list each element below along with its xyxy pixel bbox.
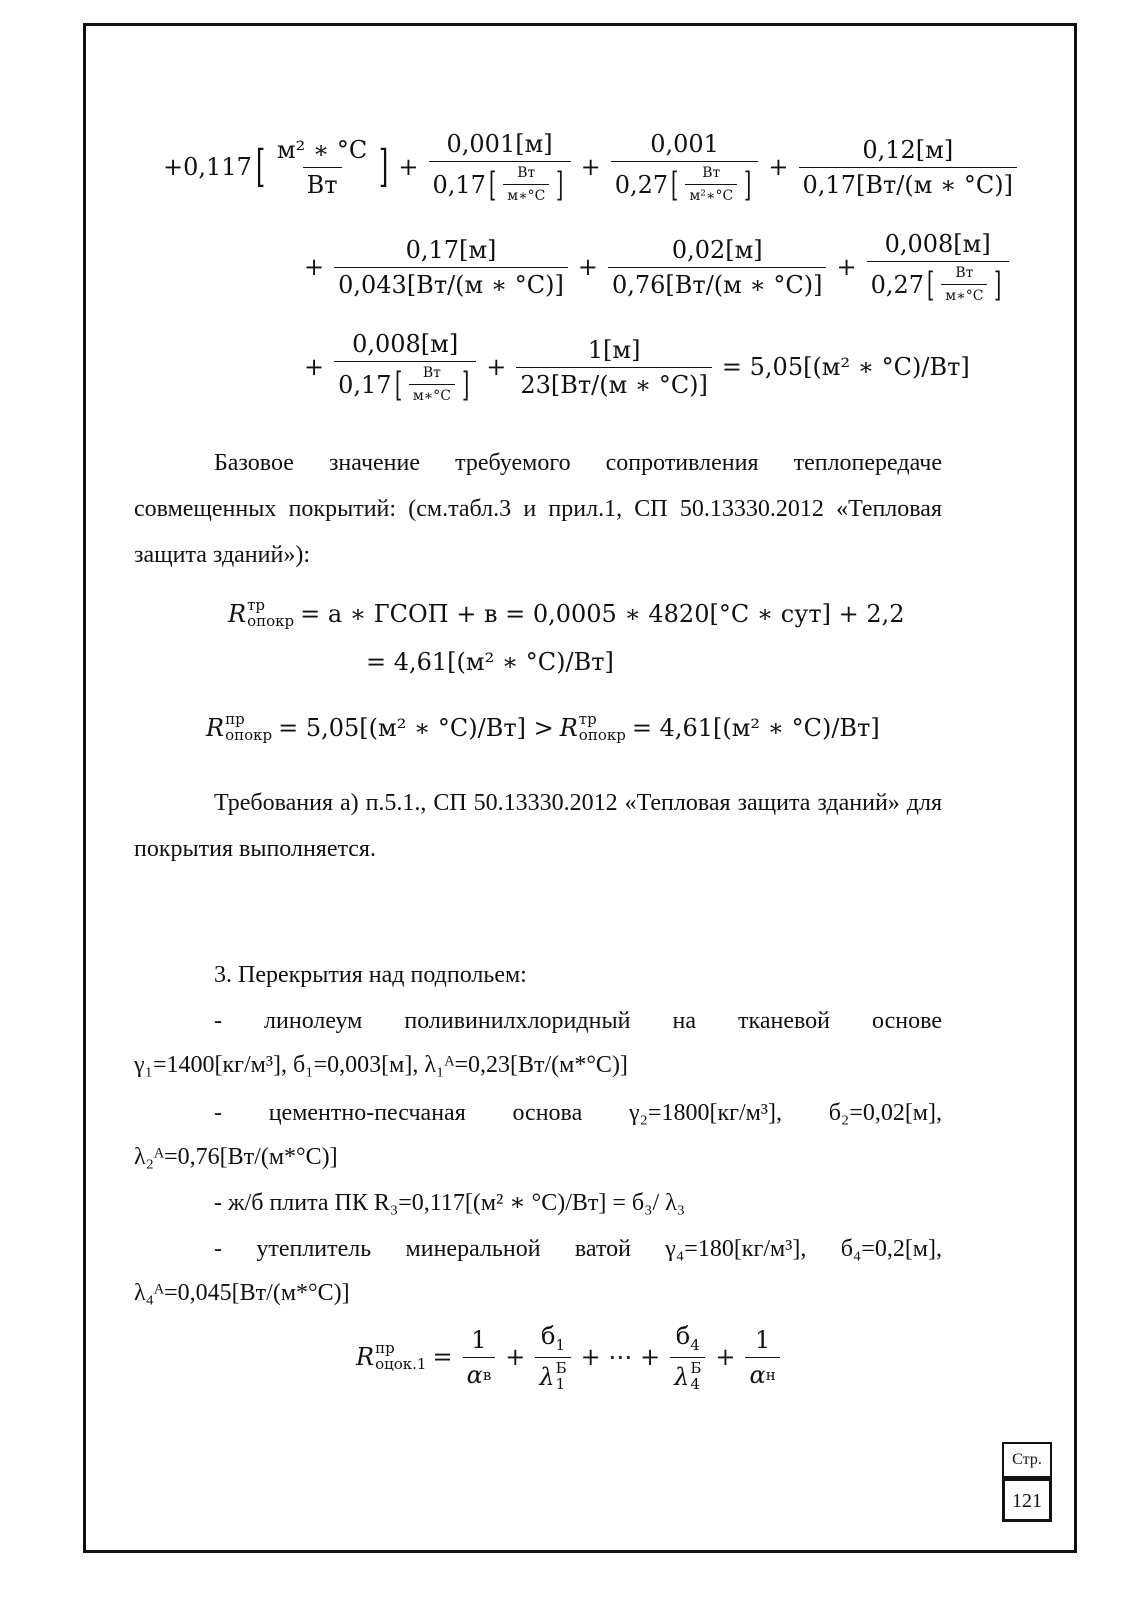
page-number: 121 [1002,1478,1052,1522]
page-label: Стр. [1002,1442,1052,1478]
fraction: 0,008[м] 0,27 [ $\frac{Вт}{м∗^\circ C}$ ] [867,230,1009,304]
fraction: 0,001[м] 0,17 [ $\frac{Вт}{м∗^\circ C}$ ] [429,130,571,204]
paragraph-base-value: Базовое значение требуемого сопротивления теплопередаче совмещенных покрытий: (см.табл.3 и прил.1, СП 50.13330.2012 «Тепловая защита зданий»): [134,450,942,568]
list-item: - утеплитель минеральной ватой γ₄=180[кг/м³], б₄=0,2[м], [214,1236,942,1262]
list-item: - ж/б плита ПК R₃=0,117[(м² ∗ °C)/Вт] = б₃/ λ₃ [214,1190,686,1216]
equation-row-1: +0,117 [ $\frac{\text{м² ∗ °C}}{Вт}$ ] + 0,001[м] 0,17 [ $\frac{Вт}{м∗^\circ C}$ ] + 0,001 0,27 [ $\frac{Вт}{\text{м²∗°C}}$ ] + $\frac{0,12[м]}{0,17[Вт/(м ∗ ^\circ C)]}$ [163,130,1021,204]
unit-fraction: $\frac{\text{м² ∗ °C}}{Вт}$ [277,135,368,199]
equation-required-line2: = 4,61[(м² ∗ °C)/Вт] [366,648,614,676]
fraction: 0,001 0,27 [ $\frac{Вт}{\text{м²∗°C}}$ ] [611,130,759,204]
list-item-values: γ₁=1400[кг/м³], б₁=0,003[м], λ₁ᴬ=0,23[Вт/(м*°С)] [134,1052,628,1078]
equation-required: R тр опокр = а ∗ ГСОП + в = 0,0005 ∗ 4820[°C ∗ сут] + 2,2 [228,596,905,630]
paragraph-requirements: Требования а) п.5.1., СП 50.13330.2012 «Тепловая защита зданий» для покрытия выполняется. [134,790,942,862]
fraction: $\frac{0,02[м]}{0,76[Вт/(м ∗ ^\circ C)]}$ [608,236,827,299]
coefficient: +0,117 [163,153,252,181]
equation-comparison: R пр опокр = 5,05[(м² ∗ °C)/Вт] > R тр опокр = 4,61[(м² ∗ °C)/Вт] [206,710,880,744]
fraction: $\frac{0,17[м]}{0,043[Вт/(м ∗ ^\circ C)]}$ [334,236,568,299]
fraction: $\frac{1[м]}{23[Вт/(м ∗ ^\circ C)]}$ [516,336,712,399]
list-item: - цементно-песчаная основа γ₂=1800[кг/м³], б₂=0,02[м], [214,1100,942,1126]
equation-result: = 5,05[(м² ∗ °C)/Вт] [721,353,970,381]
fraction: 0,008[м] 0,17 [ $\frac{Вт}{м∗^\circ C}$ ] [334,330,476,404]
section-heading: 3. Перекрытия над подпольем: [214,962,527,988]
list-item-values: λ₂ᴬ=0,76[Вт/(м*°С)] [134,1144,338,1170]
equation-row-3: + 0,008[м] 0,17 [ $\frac{Вт}{м∗^\circ C}$ ] + $\frac{1[м]}{23[Вт/(м ∗ ^\circ C)]}$ = 5,05[(м² ∗ °C)/Вт] [304,330,970,405]
equation-final: R пр оцок.1 = 1 α в + $б_1$ λ Б 1 + ⋯ + $б_4$ λ Б 4 + 1 α н [356,1322,784,1392]
list-item: - линолеум поливинилхлоридный на тканевой основе [214,1008,942,1034]
list-item-values: λ₄ᴬ=0,045[Вт/(м*°С)] [134,1280,350,1306]
fraction: $\frac{0,12[м]}{0,17[Вт/(м ∗ ^\circ C)]}$ [799,136,1018,199]
equation-row-2: + $\frac{0,17[м]}{0,043[Вт/(м ∗ ^\circ C)]}$ + $\frac{0,02[м]}{0,76[Вт/(м ∗ ^\circ C)]}$ + 0,008[м] 0,27 [ $\frac{Вт}{м∗^\circ C}$ ] [298,230,1013,304]
